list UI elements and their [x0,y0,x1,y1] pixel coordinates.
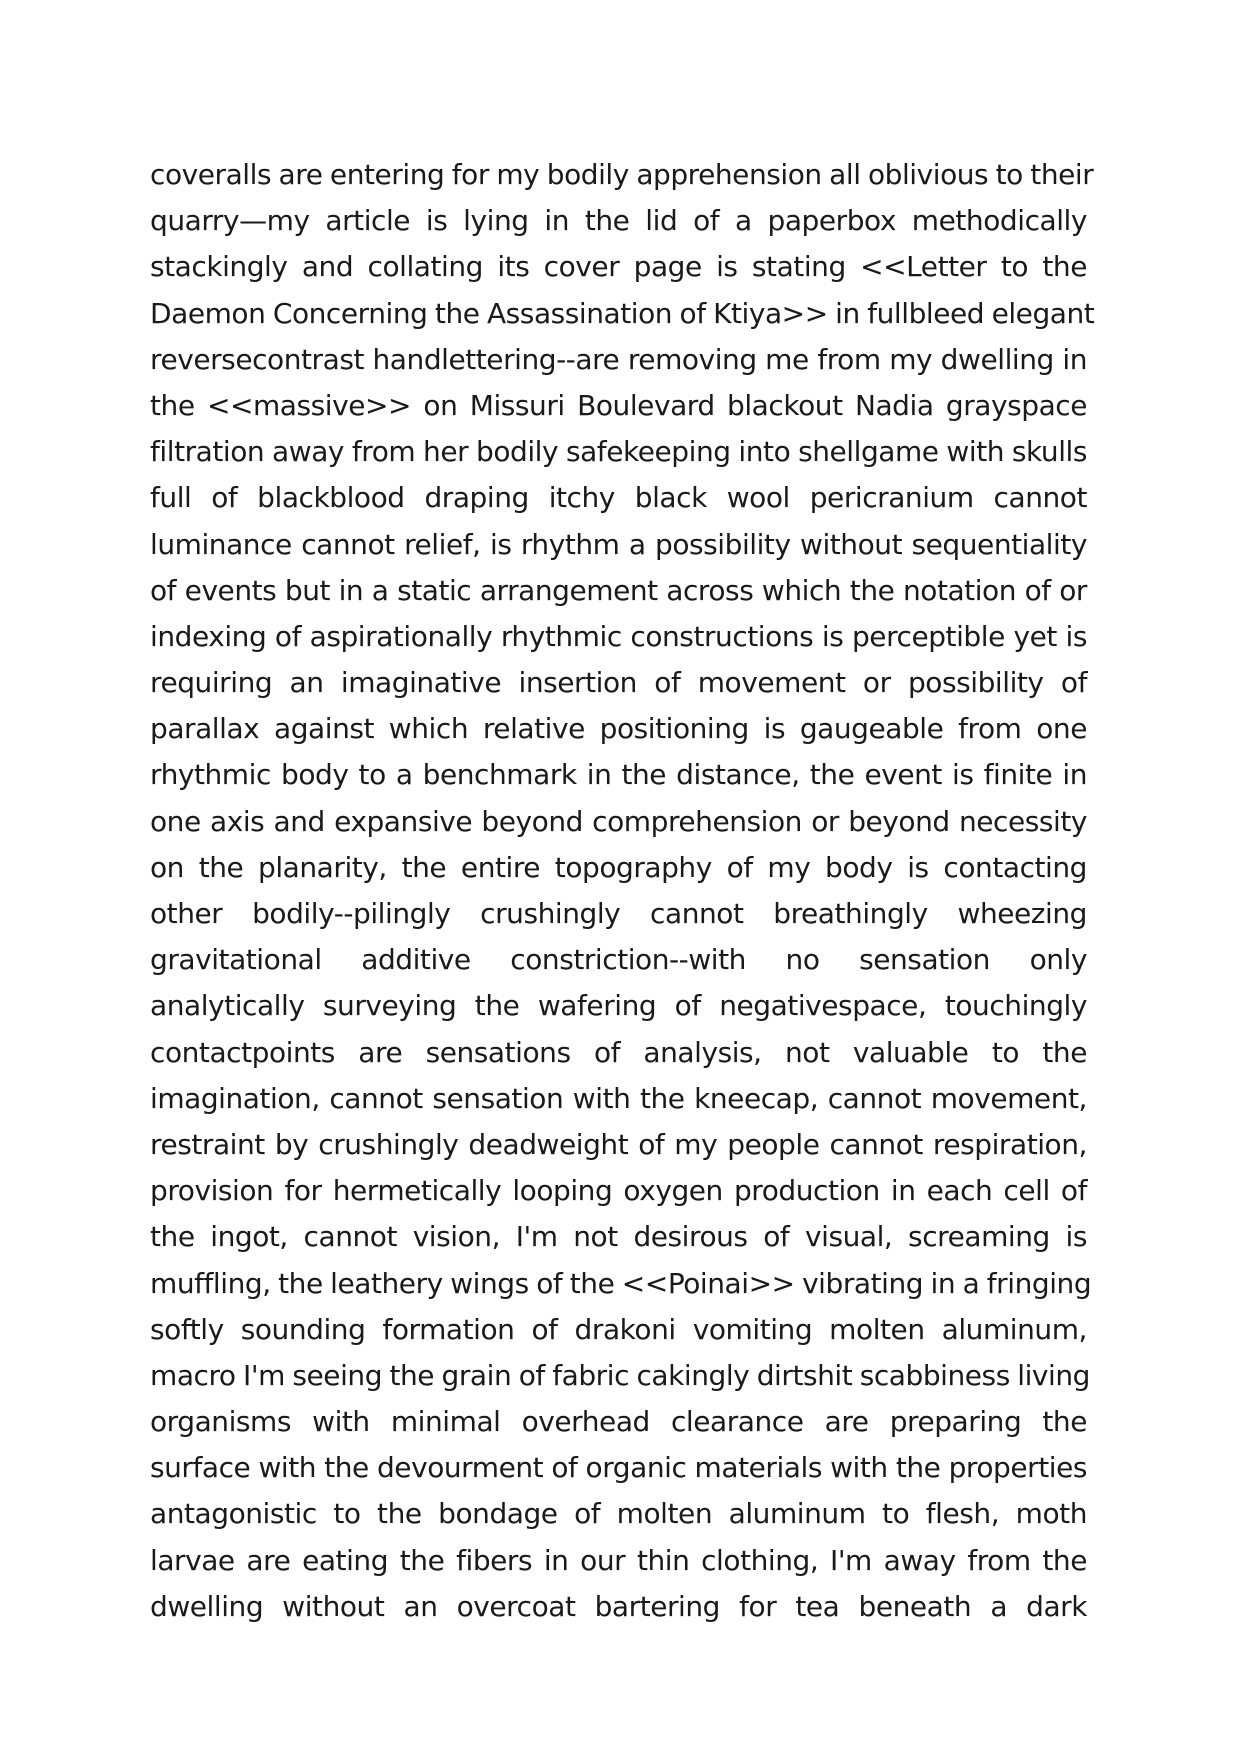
text-line: requiring an imaginative insertion of movement or possibility of [150,666,1087,700]
text-line: dwelling without an overcoat bartering for tea beneath a dark [150,1589,1087,1623]
text-line: rhythmic body to a benchmark in the distance, the event is finite in [150,758,1087,792]
text-line: reversecontrast handlettering--are removing me from my dwelling in [150,342,1087,376]
text-line: other bodily--pilingly crushingly cannot breathingly wheezing [150,897,1087,930]
text-line: full of blackblood draping itchy black wool pericranium cannot [150,481,1087,515]
text-line: one axis and expansive beyond comprehension or beyond necessity [150,804,1087,838]
text-line: macro I'm seeing the grain of fabric cakingly dirtshit scabbiness living [150,1358,1091,1392]
text-line: filtration away from her bodily safekeeping into shellgame with skulls [150,435,1087,469]
text-line: coveralls are entering for my bodily apprehension all oblivious to their [150,158,1094,191]
text-line: of events but in a static arrangement across which the notation of or [150,573,1087,607]
body-text [150,152,1095,1630]
text-line: stackingly and collating its cover page is stating <<Letter to the [150,250,1087,284]
text-line: larvae are eating the fibers in our thin clothing, I'm away from the [150,1543,1087,1577]
text-line: the <<massive>> on Missuri Boulevard blackout Nadia grayspace [150,388,1087,422]
text-line: luminance cannot relief, is rhythm a possibility without sequentiality [150,527,1087,561]
text-line: surface with the devourment of organic materials with the properties [150,1451,1087,1485]
text-line: gravitational additive constriction--with no sensation only [150,943,1087,977]
text-line: parallax against which relative positioning is gaugeable from one [150,712,1087,746]
text-line: analytically surveying the wafering of negativespace, touchingly [150,989,1087,1023]
text-line: Daemon Concerning the Assassination of Ktiya>> in fullbleed elegant [150,296,1095,330]
text-line: on the planarity, the entire topography of my body is contacting [150,850,1087,884]
text-line: contactpoints are sensations of analysis, not valuable to the [150,1035,1087,1069]
text-line: quarry—my article is lying in the lid of a paperbox methodically [150,204,1087,238]
text-line: imagination, cannot sensation with the kneecap, cannot movement, [150,1081,1087,1115]
text-line: softly sounding formation of drakoni vomiting molten aluminum, [150,1312,1087,1346]
text-line: indexing of aspirationally rhythmic constructions is perceptible yet is [150,619,1087,653]
text-line: restraint by crushingly deadweight of my people cannot respiration, [150,1127,1087,1161]
text-line: antagonistic to the bondage of molten aluminum to flesh, moth [150,1497,1087,1531]
text-line: organisms with minimal overhead clearance are preparing the [150,1405,1087,1439]
text-line: the ingot, cannot vision, I'm not desirous of visual, screaming is [150,1220,1087,1254]
text-line: muffling, the leathery wings of the <<Poinai>> vibrating in a fringing [150,1266,1092,1300]
text-line: provision for hermetically looping oxygen production in each cell of [150,1174,1087,1208]
